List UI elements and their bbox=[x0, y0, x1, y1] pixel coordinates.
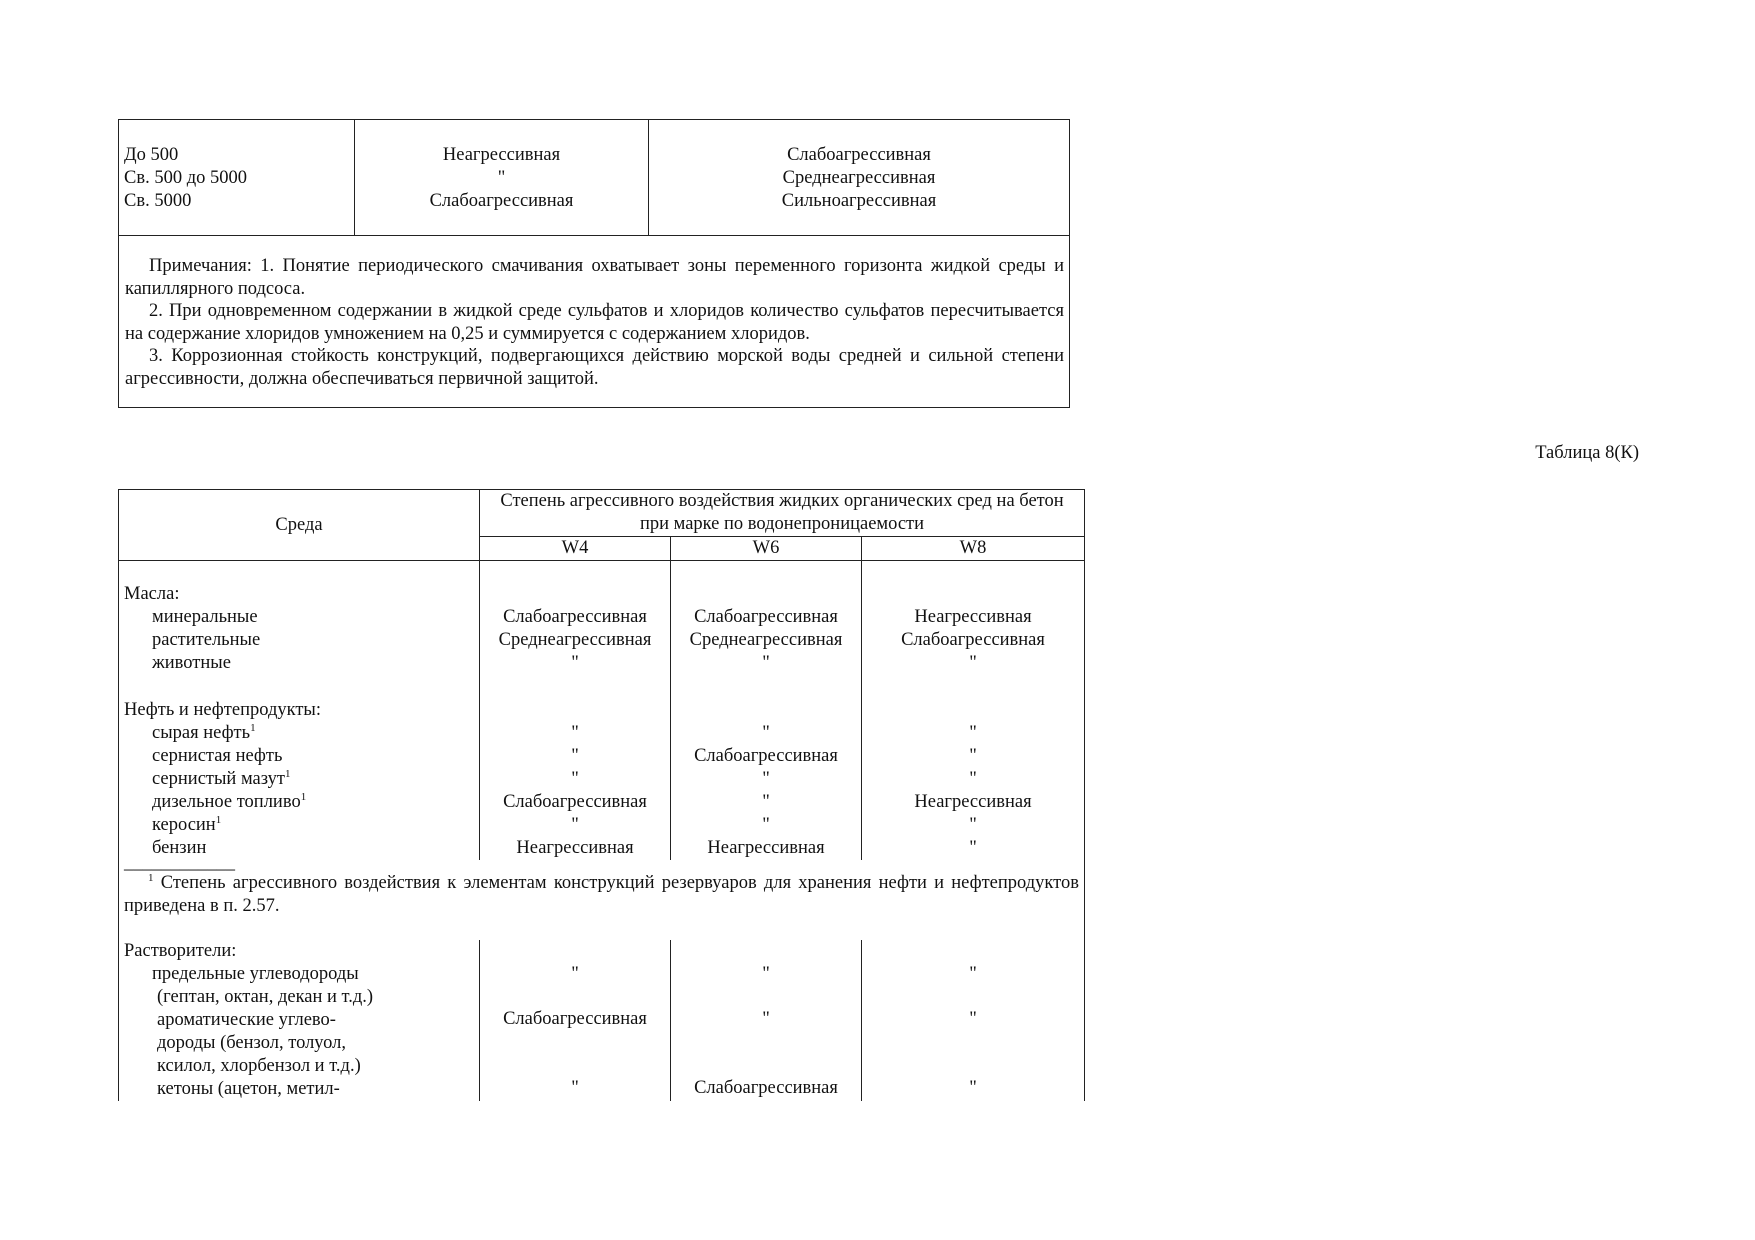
medium-name: растительные bbox=[152, 630, 261, 650]
table-cell bbox=[355, 120, 649, 236]
footnote-row bbox=[119, 860, 1085, 940]
value bbox=[671, 986, 861, 1009]
value: " bbox=[571, 815, 579, 835]
value: Неагрессивная bbox=[516, 838, 634, 858]
value: " bbox=[762, 653, 770, 673]
medium-name: дороды (бензол, толуол, bbox=[157, 1033, 346, 1053]
value: Слабоагрессивная bbox=[503, 607, 647, 627]
medium-header bbox=[119, 490, 480, 561]
w8-header: W8 bbox=[862, 537, 1085, 561]
value: " bbox=[969, 723, 977, 743]
value: " bbox=[762, 815, 770, 835]
value bbox=[480, 1031, 670, 1054]
cell-text: Среднеагрессивная bbox=[782, 168, 936, 188]
concentration-table bbox=[118, 119, 1070, 408]
w8-cell bbox=[862, 675, 1085, 860]
medium-name: ксилол, хлорбензол и т.д.) bbox=[157, 1056, 361, 1076]
value: " bbox=[969, 1078, 977, 1098]
value: Неагрессивная bbox=[707, 838, 825, 858]
header-text: Степень агрессивного воздействия жидких органических сред на бетон при марке по водонепроницаемости bbox=[500, 491, 1064, 534]
organic-media-table bbox=[118, 489, 1085, 1101]
value bbox=[480, 1054, 670, 1077]
w8-cell bbox=[862, 940, 1085, 1101]
medium-name: (гептан, октан, декан и т.д.) bbox=[157, 987, 374, 1007]
value bbox=[862, 986, 1084, 1009]
value: " bbox=[762, 723, 770, 743]
value: " bbox=[969, 1009, 977, 1029]
value: Неагрессивная bbox=[914, 792, 1032, 812]
value: " bbox=[571, 964, 579, 984]
w4-cell bbox=[480, 675, 671, 860]
value: " bbox=[969, 746, 977, 766]
medium-name: минеральные bbox=[152, 607, 258, 627]
value: Неагрессивная bbox=[914, 607, 1032, 627]
table-row bbox=[119, 940, 1085, 1101]
value bbox=[862, 1054, 1084, 1077]
w6-cell bbox=[671, 675, 862, 860]
medium-name: ароматические углево- bbox=[157, 1010, 336, 1030]
cell-text: " bbox=[497, 168, 506, 188]
note-2: 2. При одновременном содержании в жидкой среде сульфатов и хлоридов количество сульфатов пересчитывается на содержание хлоридов умножением на 0,25 и суммируется с содержанием хлоридов. bbox=[125, 301, 1064, 344]
footnote-cell bbox=[119, 853, 1085, 940]
value: Слабоагрессивная bbox=[694, 746, 838, 766]
footnote-ref: 1 bbox=[300, 790, 307, 803]
group-title: Нефть и нефтепродукты: bbox=[124, 700, 322, 720]
value: Слабоагрессивная bbox=[503, 1009, 647, 1029]
header-text: Среда bbox=[275, 514, 323, 535]
cell-text: Св. 5000 bbox=[124, 191, 192, 211]
value bbox=[671, 1031, 861, 1054]
cell-text: До 500 bbox=[124, 145, 179, 165]
value: Слабоагрессивная bbox=[901, 630, 1045, 650]
value: " bbox=[762, 1009, 770, 1029]
table-cell bbox=[119, 120, 355, 236]
value: " bbox=[762, 769, 770, 789]
w4-header: W4 bbox=[480, 537, 671, 561]
medium-name: животные bbox=[152, 653, 231, 673]
medium-name: сернистая нефть bbox=[152, 746, 283, 766]
w6-cell bbox=[671, 561, 862, 676]
value bbox=[862, 1031, 1084, 1054]
w6-cell bbox=[671, 940, 862, 1101]
group-title: Масла: bbox=[124, 584, 180, 604]
table-row bbox=[119, 561, 1085, 676]
value: " bbox=[762, 964, 770, 984]
value: " bbox=[762, 792, 770, 812]
value: Среднеагрессивная bbox=[498, 630, 652, 650]
notes-row bbox=[119, 236, 1070, 408]
table-caption: Таблица 8(К) bbox=[1535, 443, 1639, 463]
w6-header: W6 bbox=[671, 537, 862, 561]
medium-cell bbox=[119, 940, 480, 1101]
note-3: 3. Коррозионная стойкость конструкций, подвергающихся действию морской воды средней и сильной степени агрессивности, должна обеспечиваться первичной защитой. bbox=[125, 346, 1064, 389]
footnote-text: Степень агрессивного воздействия к элементам конструкций резервуаров для хранения нефти и нефтепродуктов приведена в п. 2.57. bbox=[124, 873, 1079, 916]
medium-name: кетоны (ацетон, метил- bbox=[157, 1079, 340, 1099]
value bbox=[480, 986, 670, 1009]
value: Слабоагрессивная bbox=[694, 1078, 838, 1098]
medium-name: предельные углеводороды bbox=[152, 964, 359, 984]
value bbox=[671, 1054, 861, 1077]
value: " bbox=[969, 838, 977, 858]
footnote-rule: ____________ bbox=[124, 853, 235, 873]
footnote-ref: 1 bbox=[215, 813, 222, 826]
medium-name: сырая нефть bbox=[152, 723, 251, 743]
footnote-ref: 1 bbox=[285, 767, 291, 780]
value: " bbox=[969, 653, 977, 673]
value: " bbox=[969, 815, 977, 835]
header-row bbox=[119, 490, 1085, 537]
value: " bbox=[571, 723, 579, 743]
cell-text: Св. 500 до 5000 bbox=[124, 168, 247, 188]
table-row bbox=[119, 675, 1085, 860]
degree-header bbox=[480, 490, 1085, 537]
medium-name: дизельное топливо bbox=[152, 792, 301, 812]
footnote-mark: 1 bbox=[148, 871, 154, 884]
note-1: Примечания: 1. Понятие периодического смачивания охватывает зоны переменного горизонта жидкой среды и капиллярного подсоса. bbox=[125, 256, 1064, 299]
value: " bbox=[571, 769, 579, 789]
table-cell bbox=[649, 120, 1070, 236]
w8-cell bbox=[862, 561, 1085, 676]
value: " bbox=[969, 769, 977, 789]
value: Среднеагрессивная bbox=[689, 630, 843, 650]
cell-text: Неагрессивная bbox=[442, 145, 561, 165]
value: " bbox=[571, 653, 579, 673]
cell-text: Слабоагрессивная bbox=[787, 145, 931, 165]
w4-cell bbox=[480, 940, 671, 1101]
w4-cell bbox=[480, 561, 671, 676]
group-title: Растворители: bbox=[124, 941, 237, 961]
value: Слабоагрессивная bbox=[694, 607, 838, 627]
value: Слабоагрессивная bbox=[503, 792, 647, 812]
notes-cell bbox=[119, 236, 1070, 408]
cell-text: Сильноагрессивная bbox=[781, 191, 937, 211]
value: " bbox=[571, 746, 579, 766]
footnote-ref: 1 bbox=[250, 721, 256, 734]
cell-text: Слабоагрессивная bbox=[429, 191, 574, 211]
medium-name: сернистый мазут bbox=[152, 769, 285, 789]
medium-name: бензин bbox=[152, 838, 207, 858]
value: " bbox=[969, 964, 977, 984]
value: " bbox=[571, 1078, 579, 1098]
medium-name: керосин bbox=[152, 815, 216, 835]
medium-cell bbox=[119, 561, 480, 676]
medium-cell bbox=[119, 675, 480, 860]
table-row bbox=[119, 120, 1070, 236]
